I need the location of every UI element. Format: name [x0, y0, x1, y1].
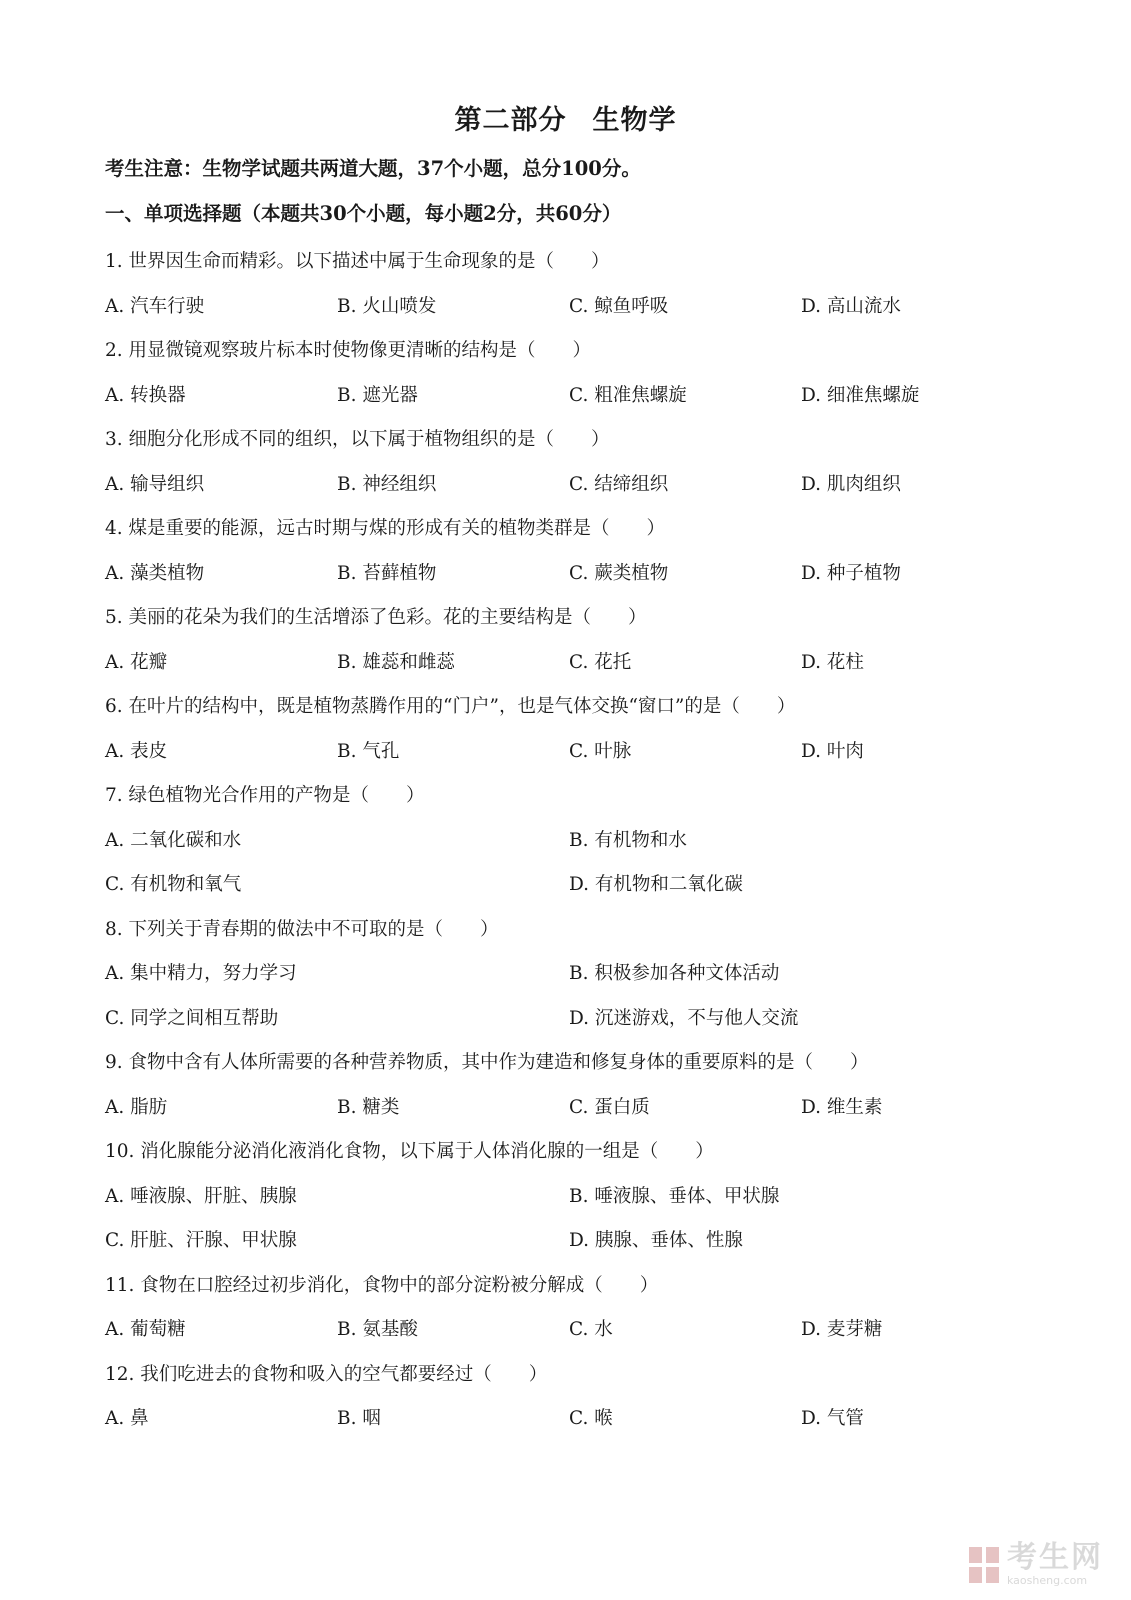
question-options — [105, 1395, 1045, 1440]
option-c: C. 喉 — [569, 1408, 613, 1430]
option-a: A. 汽车行驶 — [105, 295, 205, 317]
option-d: D. 叶肉 — [801, 740, 864, 762]
option-b: B. 气孔 — [337, 740, 400, 762]
option-b: B. 唾液腺、垂体、甲状腺 — [569, 1185, 780, 1207]
option-a: A. 藻类植物 — [105, 562, 205, 584]
question-options — [105, 995, 1045, 1040]
question-list — [105, 238, 1045, 1440]
option-b: B. 积极参加各种文体活动 — [569, 963, 780, 985]
title-part: 第二部分 — [454, 105, 567, 136]
question-stem: 10. 消化腺能分泌消化液消化食物，以下属于人体消化腺的一组是（ ） — [105, 1141, 714, 1163]
question-stem: 4. 煤是重要的能源，远古时期与煤的形成有关的植物类群是（ ） — [105, 518, 666, 540]
option-a: A. 二氧化碳和水 — [105, 829, 242, 851]
question-options — [105, 817, 1045, 862]
option-a: A. 花瓣 — [105, 651, 168, 673]
option-b: B. 火山喷发 — [337, 295, 437, 317]
option-b: B. 有机物和水 — [569, 829, 687, 851]
option-d: D. 胰腺、垂体、性腺 — [569, 1230, 743, 1252]
option-a: A. 转换器 — [105, 384, 186, 406]
option-d: D. 花柱 — [801, 651, 864, 673]
question-stem: 11. 食物在口腔经过初步消化，食物中的部分淀粉被分解成（ ） — [105, 1274, 659, 1296]
question-options — [105, 372, 1045, 417]
option-c: C. 蕨类植物 — [569, 562, 669, 584]
question-stem: 1. 世界因生命而精彩。以下描述中属于生命现象的是（ ） — [105, 251, 610, 273]
question-options — [105, 950, 1045, 995]
question-stem: 5. 美丽的花朵为我们的生活增添了色彩。花的主要结构是（ ） — [105, 607, 647, 629]
option-c: C. 蛋白质 — [569, 1096, 650, 1118]
question-options — [105, 1173, 1045, 1218]
question-stem: 3. 细胞分化形成不同的组织，以下属于植物组织的是（ ） — [105, 429, 610, 451]
option-d: D. 沉迷游戏，不与他人交流 — [569, 1007, 799, 1029]
option-d: D. 高山流水 — [801, 295, 901, 317]
option-b: B. 神经组织 — [337, 473, 437, 495]
page-title — [0, 98, 1131, 137]
option-c: C. 花托 — [569, 651, 632, 673]
option-c: C. 同学之间相互帮助 — [105, 1007, 279, 1029]
question-options — [105, 861, 1045, 906]
option-b: B. 苔藓植物 — [337, 562, 437, 584]
option-a: A. 表皮 — [105, 740, 168, 762]
option-c: C. 鲸鱼呼吸 — [569, 295, 669, 317]
question-stem: 12. 我们吃进去的食物和吸入的空气都要经过（ ） — [105, 1363, 548, 1385]
option-d: D. 气管 — [801, 1408, 864, 1430]
kaosheng-logo-icon — [967, 1545, 1001, 1585]
watermark-url: kaosheng.com — [1007, 1574, 1088, 1587]
option-c: C. 结缔组织 — [569, 473, 669, 495]
option-c: C. 有机物和氧气 — [105, 874, 242, 896]
option-d: D. 细准焦螺旋 — [801, 384, 920, 406]
option-a: A. 输导组织 — [105, 473, 205, 495]
option-d: D. 肌肉组织 — [801, 473, 901, 495]
question-stem: 6. 在叶片的结构中，既是植物蒸腾作用的“门户”，也是气体交换“窗口”的是（ ） — [105, 696, 796, 718]
option-a: A. 葡萄糖 — [105, 1319, 186, 1341]
question-options — [105, 461, 1045, 506]
option-c: C. 肝脏、汗腺、甲状腺 — [105, 1230, 297, 1252]
question-stem: 8. 下列关于青春期的做法中不可取的是（ ） — [105, 918, 499, 940]
option-c: C. 水 — [569, 1319, 613, 1341]
question-options — [105, 728, 1045, 773]
section-title: 一、单项选择题（本题共30个小题，每小题2分，共60分） — [105, 202, 622, 225]
option-c: C. 叶脉 — [569, 740, 632, 762]
option-d: D. 麦芽糖 — [801, 1319, 883, 1341]
watermark-text: 考生网 — [1007, 1540, 1103, 1575]
option-a: A. 唾液腺、肝脏、胰腺 — [105, 1185, 297, 1207]
option-d: D. 有机物和二氧化碳 — [569, 874, 743, 896]
question-options — [105, 1217, 1045, 1262]
option-a: A. 脂肪 — [105, 1096, 168, 1118]
option-d: D. 种子植物 — [801, 562, 901, 584]
option-a: A. 集中精力，努力学习 — [105, 963, 297, 985]
question-options — [105, 639, 1045, 684]
option-b: B. 糖类 — [337, 1096, 400, 1118]
title-subject: 生物学 — [592, 105, 677, 136]
question-stem: 2. 用显微镜观察玻片标本时使物像更清晰的结构是（ ） — [105, 340, 592, 362]
option-d: D. 维生素 — [801, 1096, 883, 1118]
option-b: B. 氨基酸 — [337, 1319, 418, 1341]
option-a: A. 鼻 — [105, 1408, 149, 1430]
question-options — [105, 1306, 1045, 1351]
exam-notice: 考生注意：生物学试题共两道大题，37个小题，总分100分。 — [105, 157, 641, 180]
option-b: B. 雄蕊和雌蕊 — [337, 651, 455, 673]
question-options — [105, 1084, 1045, 1129]
option-b: B. 遮光器 — [337, 384, 418, 406]
question-stem: 7. 绿色植物光合作用的产物是（ ） — [105, 785, 425, 807]
question-options — [105, 550, 1045, 595]
option-b: B. 咽 — [337, 1408, 381, 1430]
question-options — [105, 283, 1045, 328]
option-c: C. 粗准焦螺旋 — [569, 384, 687, 406]
watermark — [967, 1540, 1103, 1587]
question-stem: 9. 食物中含有人体所需要的各种营养物质，其中作为建造和修复身体的重要原料的是（ ） — [105, 1052, 869, 1074]
